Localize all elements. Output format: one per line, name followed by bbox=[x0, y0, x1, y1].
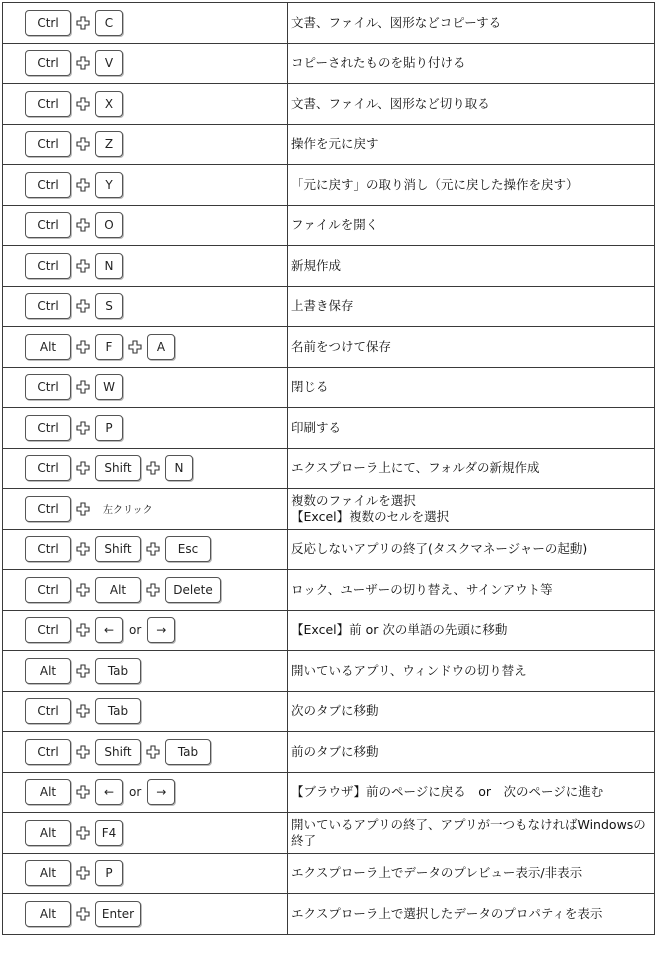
table-row bbox=[3, 367, 655, 408]
key-cap-ctrl: Ctrl bbox=[25, 617, 71, 643]
key-combination bbox=[25, 408, 287, 448]
table-row bbox=[3, 327, 655, 368]
shortcut-description-cell bbox=[288, 732, 655, 773]
plus-icon bbox=[146, 745, 160, 759]
shortcut-keys-cell bbox=[3, 894, 288, 935]
plus-icon bbox=[76, 56, 90, 70]
table-row bbox=[3, 570, 655, 611]
key-combination bbox=[25, 489, 287, 529]
shortcut-keys-cell bbox=[3, 651, 288, 692]
table-row bbox=[3, 772, 655, 813]
shortcut-keys-cell bbox=[3, 610, 288, 651]
plus-icon bbox=[146, 542, 160, 556]
key-cap-alt: Alt bbox=[25, 860, 71, 886]
description-line: 【Excel】複数のセルを選択 bbox=[291, 508, 450, 524]
shortcut-keys-cell bbox=[3, 529, 288, 570]
description-line: 反応しないアプリの終了(タスクマネージャーの起動) bbox=[291, 541, 588, 557]
key-combination bbox=[25, 651, 287, 691]
key-cap-s: S bbox=[95, 293, 123, 319]
plus-icon bbox=[76, 664, 90, 678]
table-row bbox=[3, 84, 655, 125]
key-cap-esc: Esc bbox=[165, 536, 211, 562]
key-cap-shift: Shift bbox=[95, 536, 141, 562]
key-cap-p: P bbox=[95, 860, 123, 886]
key-cap-x: X bbox=[95, 91, 123, 117]
table-row bbox=[3, 489, 655, 530]
plus-icon bbox=[76, 299, 90, 313]
shortcut-keys-cell bbox=[3, 124, 288, 165]
shortcut-keys-cell bbox=[3, 205, 288, 246]
key-combination bbox=[25, 44, 287, 84]
shortcut-keys-cell bbox=[3, 448, 288, 489]
or-text: or bbox=[129, 785, 142, 800]
key-combination bbox=[25, 894, 287, 934]
key-cap-z: Z bbox=[95, 131, 123, 157]
shortcut-description-cell bbox=[288, 570, 655, 611]
description-line: ロック、ユーザーの切り替え、サインアウト等 bbox=[291, 581, 553, 597]
key-cap-a: A bbox=[147, 334, 175, 360]
plus-icon bbox=[76, 380, 90, 394]
plus-icon bbox=[76, 218, 90, 232]
key-cap-tab: Tab bbox=[95, 658, 141, 684]
table-row bbox=[3, 732, 655, 773]
key-combination bbox=[25, 246, 287, 286]
key-cap-left-arrow: ← bbox=[95, 617, 123, 643]
shortcut-description-cell bbox=[288, 610, 655, 651]
shortcut-description-cell bbox=[288, 894, 655, 935]
table-row bbox=[3, 205, 655, 246]
description-line: コピーされたものを貼り付ける bbox=[291, 55, 466, 71]
key-combination bbox=[25, 692, 287, 732]
key-cap-ctrl: Ctrl bbox=[25, 536, 71, 562]
plus-icon bbox=[76, 421, 90, 435]
left-click-label: 左クリック bbox=[103, 505, 153, 517]
shortcut-description-cell bbox=[288, 3, 655, 44]
key-combination bbox=[25, 368, 287, 408]
shortcut-description-cell bbox=[288, 205, 655, 246]
description-line: 前のタブに移動 bbox=[291, 743, 379, 759]
key-combination bbox=[25, 611, 287, 651]
key-cap-ctrl: Ctrl bbox=[25, 50, 71, 76]
table-row bbox=[3, 894, 655, 935]
shortcut-keys-cell bbox=[3, 732, 288, 773]
shortcut-keys-cell bbox=[3, 772, 288, 813]
key-cap-ctrl: Ctrl bbox=[25, 455, 71, 481]
table-row bbox=[3, 3, 655, 44]
table-row bbox=[3, 448, 655, 489]
key-cap-f: F bbox=[95, 334, 123, 360]
plus-icon bbox=[76, 785, 90, 799]
key-combination bbox=[25, 773, 287, 813]
key-cap-v: V bbox=[95, 50, 123, 76]
description-line: 【Excel】前 or 次の単語の先頭に移動 bbox=[291, 622, 508, 638]
description-line: 文書、ファイル、図形など切り取る bbox=[291, 95, 490, 111]
key-cap-left-arrow: ← bbox=[95, 779, 123, 805]
plus-icon bbox=[76, 583, 90, 597]
key-cap-ctrl: Ctrl bbox=[25, 698, 71, 724]
key-cap-alt: Alt bbox=[25, 779, 71, 805]
description-line: 印刷する bbox=[291, 419, 342, 435]
shortcut-keys-cell bbox=[3, 570, 288, 611]
description-line: 開いているアプリの終了、アプリが一つもなければWindowsの終了 bbox=[291, 817, 646, 848]
shortcut-sheet bbox=[2, 2, 655, 969]
key-combination bbox=[25, 84, 287, 124]
shortcut-table bbox=[2, 2, 655, 935]
plus-icon bbox=[76, 826, 90, 840]
description-line: エクスプローラ上で選択したデータのプロパティを表示 bbox=[291, 905, 603, 921]
key-cap-delete: Delete bbox=[165, 577, 221, 603]
key-cap-enter: Enter bbox=[95, 901, 141, 927]
shortcut-keys-cell bbox=[3, 43, 288, 84]
key-cap-tab: Tab bbox=[95, 698, 141, 724]
shortcut-description-cell bbox=[288, 84, 655, 125]
shortcut-keys-cell bbox=[3, 408, 288, 449]
key-cap-ctrl: Ctrl bbox=[25, 91, 71, 117]
table-row bbox=[3, 813, 655, 854]
key-cap-ctrl: Ctrl bbox=[25, 293, 71, 319]
shortcut-description-cell bbox=[288, 327, 655, 368]
plus-icon bbox=[76, 340, 90, 354]
key-cap-ctrl: Ctrl bbox=[25, 739, 71, 765]
table-row bbox=[3, 408, 655, 449]
table-row bbox=[3, 529, 655, 570]
key-combination bbox=[25, 813, 287, 853]
plus-icon bbox=[76, 178, 90, 192]
shortcut-description-cell bbox=[288, 691, 655, 732]
plus-icon bbox=[76, 137, 90, 151]
shortcut-description-cell bbox=[288, 813, 655, 854]
description-line: 文書、ファイル、図形などコピーする bbox=[291, 14, 502, 30]
description-line: 閉じる bbox=[291, 379, 329, 395]
table-row bbox=[3, 610, 655, 651]
key-cap-ctrl: Ctrl bbox=[25, 131, 71, 157]
key-cap-ctrl: Ctrl bbox=[25, 253, 71, 279]
plus-icon bbox=[76, 16, 90, 30]
shortcut-description-cell bbox=[288, 448, 655, 489]
shortcut-keys-cell bbox=[3, 813, 288, 854]
key-combination bbox=[25, 165, 287, 205]
shortcut-description-cell bbox=[288, 43, 655, 84]
key-combination bbox=[25, 732, 287, 772]
plus-icon bbox=[76, 542, 90, 556]
table-row bbox=[3, 853, 655, 894]
description-line: エクスプローラ上でデータのプレビュー表示/非表示 bbox=[291, 865, 583, 881]
description-line: 新規作成 bbox=[291, 257, 342, 273]
description-line: ファイルを開く bbox=[291, 217, 379, 233]
key-combination bbox=[25, 3, 287, 43]
shortcut-description-cell bbox=[288, 246, 655, 287]
key-cap-alt: Alt bbox=[25, 901, 71, 927]
plus-icon bbox=[76, 866, 90, 880]
key-cap-p: P bbox=[95, 415, 123, 441]
shortcut-keys-cell bbox=[3, 3, 288, 44]
table-row bbox=[3, 651, 655, 692]
description-line: 【ブラウザ】前のページに戻る or 次のページに進む bbox=[291, 784, 604, 800]
key-combination bbox=[25, 327, 287, 367]
key-cap-ctrl: Ctrl bbox=[25, 10, 71, 36]
description-line: 操作を元に戻す bbox=[291, 136, 379, 152]
key-combination bbox=[25, 854, 287, 894]
description-line: 次のタブに移動 bbox=[291, 703, 379, 719]
key-cap-ctrl: Ctrl bbox=[25, 415, 71, 441]
description-line: 上書き保存 bbox=[291, 298, 354, 314]
table-row bbox=[3, 691, 655, 732]
plus-icon bbox=[76, 745, 90, 759]
description-line: エクスプローラ上にて、フォルダの新規作成 bbox=[291, 460, 540, 476]
shortcut-keys-cell bbox=[3, 246, 288, 287]
key-combination bbox=[25, 125, 287, 165]
table-row bbox=[3, 124, 655, 165]
plus-icon bbox=[76, 259, 90, 273]
shortcut-keys-cell bbox=[3, 489, 288, 530]
key-cap-n: N bbox=[165, 455, 193, 481]
key-cap-shift: Shift bbox=[95, 739, 141, 765]
shortcut-description-cell bbox=[288, 772, 655, 813]
key-cap-y: Y bbox=[95, 172, 123, 198]
shortcut-description-cell bbox=[288, 165, 655, 206]
key-cap-o: O bbox=[95, 212, 123, 238]
shortcut-keys-cell bbox=[3, 286, 288, 327]
plus-icon bbox=[76, 623, 90, 637]
description-line: 複数のファイルを選択 bbox=[291, 493, 416, 509]
plus-icon bbox=[76, 907, 90, 921]
shortcut-description-cell bbox=[288, 286, 655, 327]
key-cap-f4: F4 bbox=[95, 820, 123, 846]
shortcut-description-cell bbox=[288, 124, 655, 165]
shortcut-keys-cell bbox=[3, 691, 288, 732]
key-cap-alt: Alt bbox=[95, 577, 141, 603]
shortcut-keys-cell bbox=[3, 84, 288, 125]
table-row bbox=[3, 165, 655, 206]
shortcut-description-cell bbox=[288, 529, 655, 570]
key-cap-ctrl: Ctrl bbox=[25, 496, 71, 522]
key-combination bbox=[25, 570, 287, 610]
key-cap-n: N bbox=[95, 253, 123, 279]
shortcut-description-cell bbox=[288, 408, 655, 449]
plus-icon bbox=[76, 97, 90, 111]
plus-icon bbox=[146, 583, 160, 597]
key-combination bbox=[25, 206, 287, 246]
key-cap-ctrl: Ctrl bbox=[25, 172, 71, 198]
key-cap-tab: Tab bbox=[165, 739, 211, 765]
shortcut-description-cell bbox=[288, 367, 655, 408]
plus-icon bbox=[146, 461, 160, 475]
shortcut-keys-cell bbox=[3, 327, 288, 368]
shortcut-keys-cell bbox=[3, 853, 288, 894]
shortcut-description-cell bbox=[288, 489, 655, 530]
table-row bbox=[3, 43, 655, 84]
key-cap-right-arrow: → bbox=[147, 779, 175, 805]
table-row bbox=[3, 246, 655, 287]
description-line: 開いているアプリ、ウィンドウの切り替え bbox=[291, 662, 527, 678]
shortcut-description-cell bbox=[288, 651, 655, 692]
description-line: 名前をつけて保存 bbox=[291, 338, 392, 354]
plus-icon bbox=[76, 502, 90, 516]
shortcut-keys-cell bbox=[3, 165, 288, 206]
table-row bbox=[3, 286, 655, 327]
key-cap-c: C bbox=[95, 10, 123, 36]
or-text: or bbox=[129, 623, 142, 638]
shortcut-keys-cell bbox=[3, 367, 288, 408]
key-cap-right-arrow: → bbox=[147, 617, 175, 643]
plus-icon bbox=[76, 461, 90, 475]
key-combination bbox=[25, 287, 287, 327]
shortcut-table-body bbox=[3, 3, 655, 935]
key-combination bbox=[25, 449, 287, 489]
key-cap-alt: Alt bbox=[25, 820, 71, 846]
key-cap-shift: Shift bbox=[95, 455, 141, 481]
key-cap-alt: Alt bbox=[25, 658, 71, 684]
key-combination bbox=[25, 530, 287, 570]
key-cap-w: W bbox=[95, 374, 123, 400]
plus-icon bbox=[128, 340, 142, 354]
key-cap-ctrl: Ctrl bbox=[25, 212, 71, 238]
shortcut-description-cell bbox=[288, 853, 655, 894]
key-cap-ctrl: Ctrl bbox=[25, 577, 71, 603]
key-cap-ctrl: Ctrl bbox=[25, 374, 71, 400]
description-line: 「元に戻す」の取り消し（元に戻した操作を戻す） bbox=[291, 176, 579, 192]
plus-icon bbox=[76, 704, 90, 718]
key-cap-alt: Alt bbox=[25, 334, 71, 360]
